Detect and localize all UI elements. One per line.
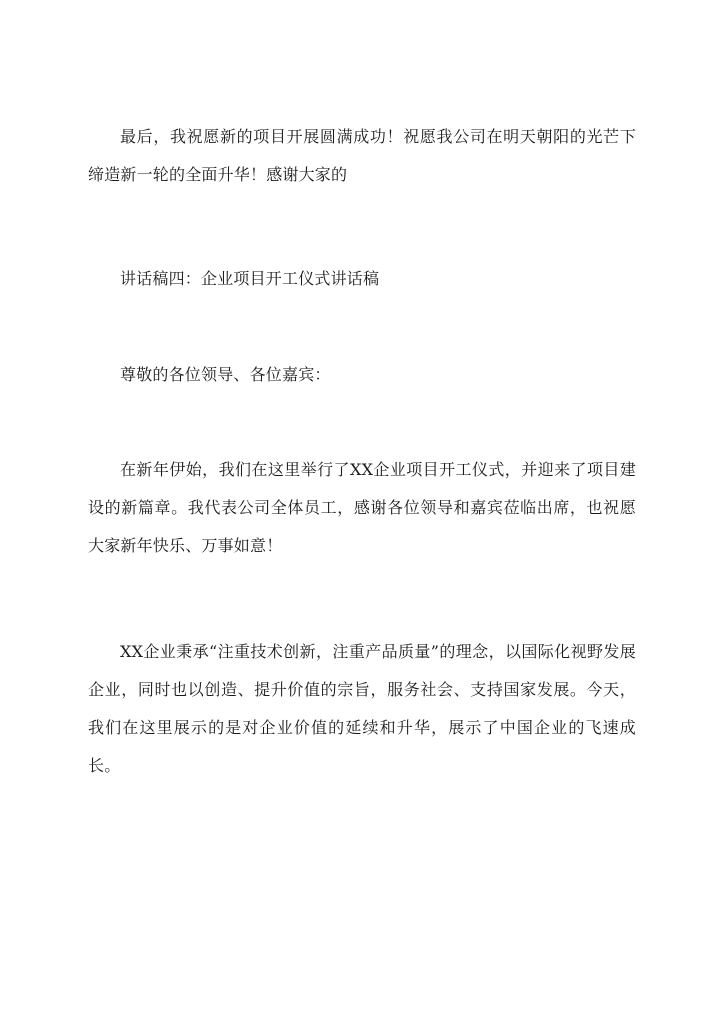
salutation: 尊敬的各位领导、各位嘉宾：	[120, 365, 331, 384]
section-heading: 讲话稿四：企业项目开工仪式讲话稿	[120, 269, 380, 288]
body-paragraph-2: XX企业秉承“注重技术创新，注重产品质量”的理念，以国际化视野发展企业，同时也以创造、提升价值的宗旨，服务社会、支持国家发展。今天，我们在这里展示的是对企业价值的延续和升华，展示了中国企业的飞速成长。	[88, 642, 636, 775]
body-paragraph-1: 在新年伊始，我们在这里举行了XX企业项目开工仪式，并迎来了项目建设的新篇章。我代表公司全体员工，感谢各位领导和嘉宾莅临出席，也祝愿大家新年快乐、万事如意！	[88, 460, 636, 555]
closing-paragraph: 最后，我祝愿新的项目开展圆满成功！祝愿我公司在明天朝阳的光芒下缔造新一轮的全面升华！感谢大家的	[88, 127, 636, 184]
